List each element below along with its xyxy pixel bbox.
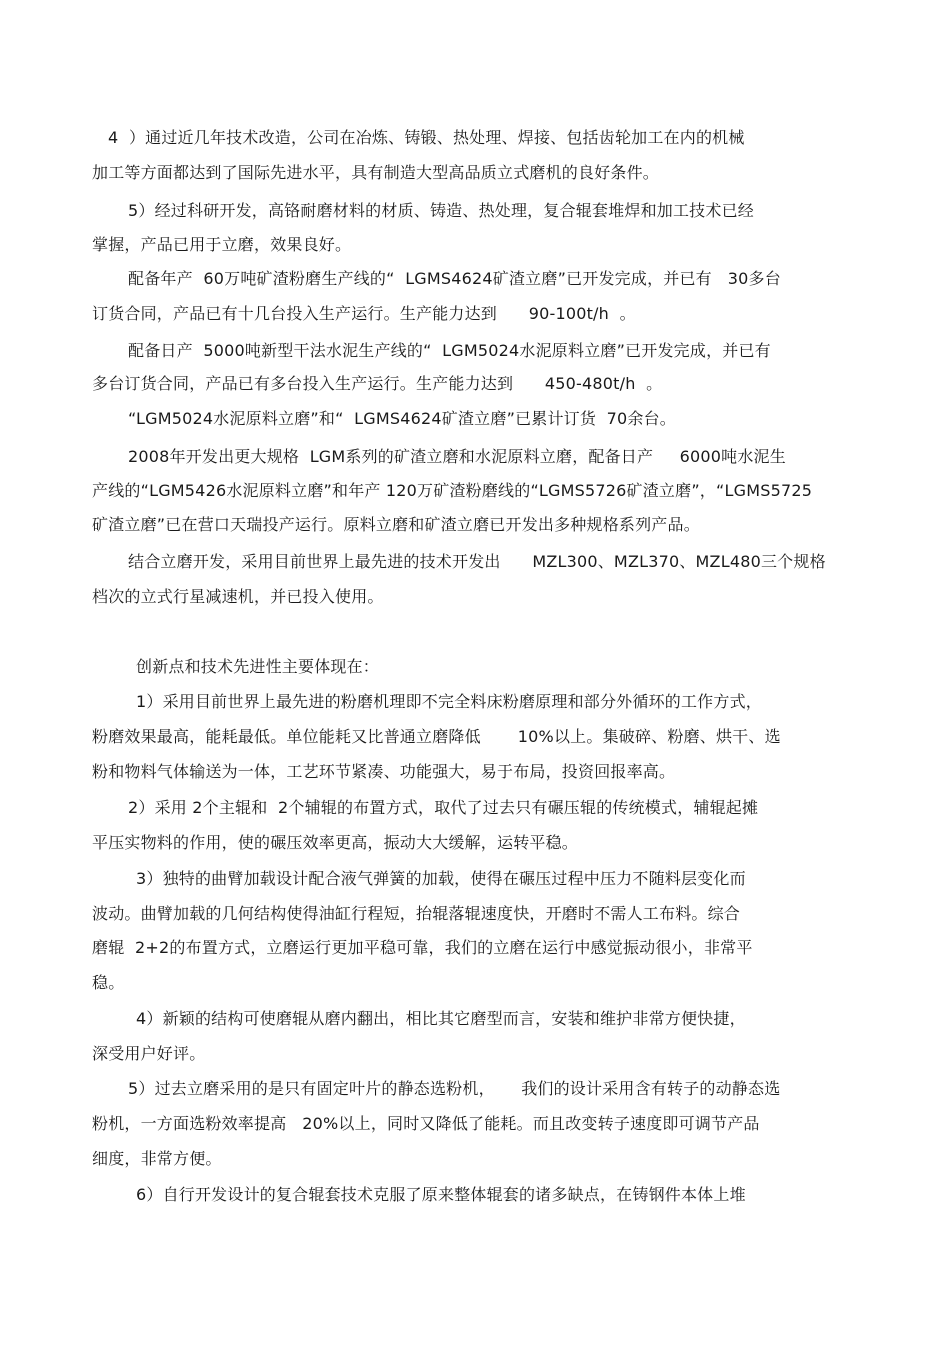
- text-line: 6）自行开发设计的复合辊套技术克服了原来整体辊套的诸多缺点，在铸钢件本体上堆: [136, 1185, 746, 1204]
- text-line: 粉和物料气体输送为一体，工艺环节紧凑、功能强大，易于布局，投资回报率高。: [92, 762, 676, 781]
- text-line: 配备日产 5000吨新型干法水泥生产线的“ LGM5024水泥原料立磨”已开发完成，并已有: [128, 341, 771, 360]
- text-line: 1）采用目前世界上最先进的粉磨机理即不完全料床粉磨原理和部分外循环的工作方式，: [136, 692, 762, 711]
- text-line: 5）经过科研开发，高铬耐磨材料的材质、铸造、热处理，复合辊套堆焊和加工技术已经: [128, 201, 754, 220]
- text-line: 平压实物料的作用，使的碾压效率更高，振动大大缓解，运转平稳。: [92, 833, 579, 852]
- text-line: 加工等方面都达到了国际先进水平，具有制造大型高品质立式磨机的良好条件。: [92, 163, 660, 182]
- text-line: 波动。曲臂加载的几何结构使得油缸行程短，抬辊落辊速度快，开磨时不需人工布料。综合: [92, 904, 741, 923]
- text-line: 矿渣立磨”已在营口天瑞投产运行。原料立磨和矿渣立磨已开发出多种规格系列产品。: [92, 515, 700, 534]
- text-line: 多台订货合同，产品已有多台投入生产运行。生产能力达到 450-480t/h 。: [92, 374, 663, 393]
- text-line: 5）过去立磨采用的是只有固定叶片的静态选粉机， 我们的设计采用含有转子的动静态选: [128, 1079, 781, 1098]
- text-line: 粉机，一方面选粉效率提高 20%以上，同时又降低了能耗。而且改变转子速度即可调节产品: [92, 1114, 760, 1133]
- text-line: 产线的“LGM5426水泥原料立磨”和年产 120万矿渣粉磨线的“LGMS5726矿渣立磨”，“LGMS5725: [92, 481, 813, 500]
- text-line: 深受用户好评。: [92, 1044, 206, 1063]
- text-line: “LGM5024水泥原料立磨”和“ LGMS4624矿渣立磨”已累计订货 70余台。: [128, 409, 676, 428]
- text-line: 结合立磨开发，采用目前世界上最先进的技术开发出 MZL300、MZL370、MZL480三个规格: [128, 552, 826, 571]
- text-line: 细度，非常方便。: [92, 1149, 222, 1168]
- text-line: 磨辊 2+2的布置方式，立磨运行更加平稳可靠，我们的立磨在运行中感觉振动很小，非常平: [92, 938, 753, 957]
- text-line: 订货合同，产品已有十几台投入生产运行。生产能力达到 90-100t/h 。: [92, 304, 636, 323]
- text-line: 粉磨效果最高，能耗最低。单位能耗又比普通立磨降低 10%以上。集破碎、粉磨、烘干、选: [92, 727, 781, 746]
- text-line: 稳。: [92, 973, 125, 992]
- text-line: 档次的立式行星减速机，并已投入使用。: [92, 587, 384, 606]
- text-line: 2008年开发出更大规格 LGM系列的矿渣立磨和水泥原料立磨，配备日产 6000吨水泥生: [128, 447, 786, 466]
- text-line: 2）采用 2个主辊和 2个辅辊的布置方式，取代了过去只有碾压辊的传统模式，辅辊起摊: [128, 798, 759, 817]
- text-line: 掌握，产品已用于立磨，效果良好。: [92, 235, 352, 254]
- text-line: 4）新颖的结构可使磨辊从磨内翻出，相比其它磨型而言，安装和维护非常方便快捷，: [136, 1009, 746, 1028]
- text-line: 配备年产 60万吨矿渣粉磨生产线的“ LGMS4624矿渣立磨”已开发完成，并已有 30多台: [128, 269, 781, 288]
- text-line: 4 ）通过近几年技术改造，公司在冶炼、铸锻、热处理、焊接、包括齿轮加工在内的机械: [108, 128, 745, 147]
- text-line: 3）独特的曲臂加载设计配合液气弹簧的加载，使得在碾压过程中压力不随料层变化而: [136, 869, 746, 888]
- section-heading: 创新点和技术先进性主要体现在：: [136, 657, 380, 676]
